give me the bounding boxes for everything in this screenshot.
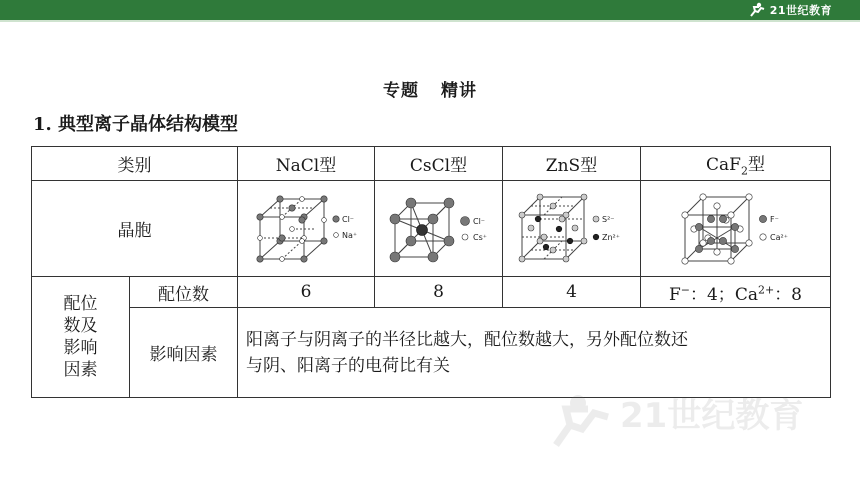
group-label-line: 配位: [63, 294, 98, 314]
title-part2: 精讲: [441, 81, 477, 101]
caf2-legend-cation: Ca²⁺: [769, 232, 788, 242]
table-row: [32, 181, 831, 277]
caf2-legend-anion: F⁻: [769, 214, 779, 224]
nacl-legend-cation: Na⁺: [342, 230, 358, 240]
factor-description: [238, 308, 831, 398]
table-row: [32, 277, 831, 308]
caf2-coordination-number: [641, 277, 831, 308]
ca-charge: 2+: [757, 282, 775, 296]
caf2-name-sub: 2: [740, 164, 748, 178]
group-label-line: 数及: [63, 316, 98, 336]
zns-unit-cell: [503, 181, 641, 277]
cscl-unit-cell: [375, 181, 503, 277]
f-symbol: F: [668, 284, 681, 305]
f-cn: ：4；: [689, 284, 735, 305]
cscl-coordination-number: 8: [375, 277, 503, 308]
caf2-crystal-diagram: [671, 189, 801, 269]
zns-crystal-diagram: [512, 189, 632, 269]
coordination-group-label: [32, 277, 130, 398]
banner-divider: [0, 20, 860, 22]
col-header-cscl: CsCl型: [375, 147, 503, 181]
table-row: [32, 308, 831, 398]
zns-legend-cation: Zn²⁺: [601, 232, 620, 242]
col-header-nacl: NaCl型: [238, 147, 375, 181]
page-title: [0, 76, 860, 101]
nacl-legend-anion: Cl⁻: [342, 214, 355, 224]
nacl-crystal-diagram: [246, 189, 366, 269]
section-heading: 1. 典型离子晶体结构模型: [33, 114, 239, 135]
group-label-line: 因素: [63, 360, 98, 380]
unit-cell-label: 晶胞: [32, 181, 238, 277]
factor-label: 影响因素: [130, 308, 238, 398]
category-header: 类别: [32, 147, 238, 181]
f-charge: −: [680, 282, 690, 296]
group-label-line: 影响: [63, 338, 98, 358]
title-part1: 专题: [383, 81, 419, 101]
zns-legend-anion: S²⁻: [601, 214, 615, 224]
site-logo: [747, 1, 832, 19]
cscl-crystal-diagram: [379, 189, 499, 269]
crystal-structure-table: [31, 146, 831, 398]
cscl-legend-cation: Cs⁺: [472, 232, 487, 242]
watermark-text: 21世纪教育: [620, 396, 804, 436]
nacl-coordination-number: 6: [238, 277, 375, 308]
col-header-zns: ZnS型: [503, 147, 641, 181]
coordination-number-label: 配位数: [130, 277, 238, 308]
nacl-unit-cell: [238, 181, 375, 277]
ca-symbol: Ca: [734, 284, 758, 305]
cscl-legend-anion: Cl⁻: [472, 216, 485, 226]
runner-logo-icon: [747, 2, 767, 18]
caf2-unit-cell: [641, 181, 831, 277]
table-row: [32, 147, 831, 181]
caf2-name-post: 型: [747, 154, 765, 175]
factor-line: 与阴、阳离子的电荷比有关: [246, 355, 450, 376]
col-header-caf2: [641, 147, 831, 181]
ca-cn: ：8: [774, 284, 803, 305]
watermark-logo: [548, 385, 838, 455]
logo-text: 21世纪教育: [769, 4, 832, 17]
caf2-name-pre: CaF: [706, 154, 741, 175]
factor-line: 阳离子与阴离子的半径比越大，配位数越大，另外配位数还: [246, 329, 688, 350]
top-banner: [0, 0, 860, 20]
zns-coordination-number: 4: [503, 277, 641, 308]
